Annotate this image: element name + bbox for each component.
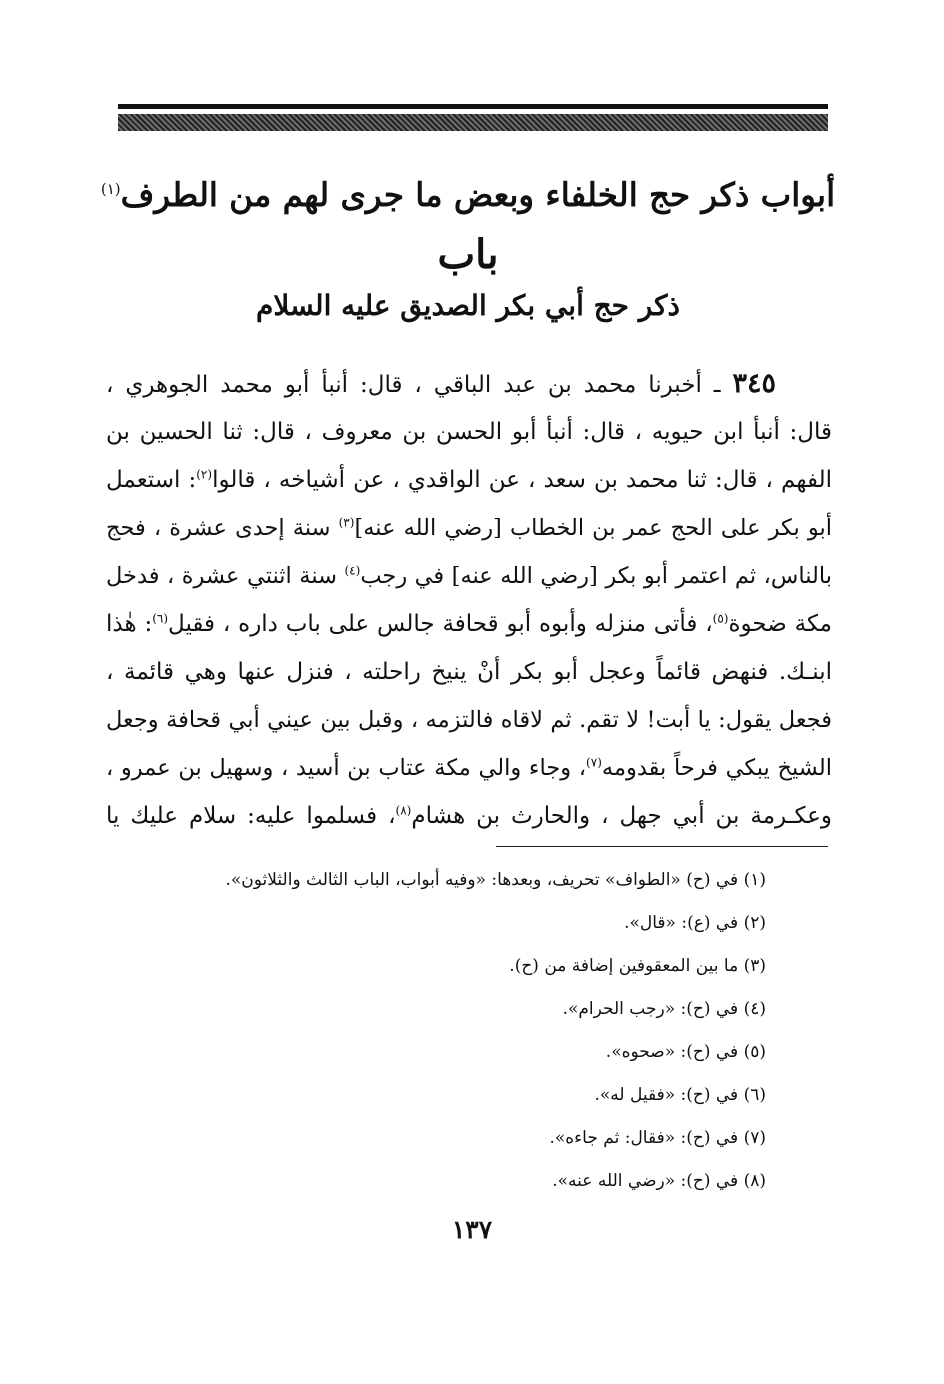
text-run: ، فأتى منزله وأبوه أبو قحافة جالس على باب داره ، فقيل (168, 611, 713, 637)
footnote-marker: (٨) (395, 803, 412, 818)
text-line (106, 408, 832, 456)
text-run: : استعمل (106, 467, 197, 493)
text-run: أبو بكر على الحج عمر بن الخطاب [رضي الله عنه] (354, 515, 832, 541)
footnote-marker: (١) (100, 180, 121, 198)
footnote-marker: (٥) (712, 611, 729, 626)
text-run: ابنـك. فنهض قائماً وعجل أبو بكر أنْ ينيخ راحلته ، فنزل عنها وهي قائمة ، (106, 659, 832, 685)
footnote-separator (496, 846, 828, 847)
text-line (106, 696, 832, 744)
text-run: الفهم ، قال: ثنا محمد بن سعد ، عن الواقدي ، عن أشياخه ، قالوا (212, 467, 832, 493)
text-line (106, 744, 832, 792)
header-rule-hatched (118, 114, 828, 131)
hadith-number: ٣٤٥ (732, 368, 776, 399)
footnote: (٨) في (ح): «رضي الله عنه». (552, 1171, 766, 1191)
text-run: ، فسلموا عليه: سلام عليك يا (106, 803, 396, 829)
footnote-marker: (٤) (344, 563, 361, 578)
text-run: بالناس، ثم اعتمر أبو بكر [رضي الله عنه] في رجب (360, 563, 832, 589)
header-rule-thin (118, 104, 828, 109)
footnote: (١) في (ح) «الطواف» تحريف، وبعدها: «وفيه أبواب، الباب الثالث والثلاثون». (225, 870, 766, 890)
text-run: الشيخ يبكي فرحاً بقدومه (601, 755, 832, 781)
text-run: سنة إحدى عشرة ، فحج (106, 515, 339, 541)
footnote-marker: (٦) (152, 611, 169, 626)
footnote-marker: (٢) (196, 467, 213, 482)
text-run: سنة اثنتي عشرة ، فدخل (106, 563, 345, 589)
text-run: قال: أنبأ ابن حيويه ، قال: أنبأ أبو الحسن بن معروف ، قال: ثنا الحسين بن (106, 419, 832, 445)
text-run: ـ أخبرنا محمد بن عبد الباقي ، قال: أنبأ أبو محمد الجوهري ، (106, 372, 721, 398)
text-line (106, 504, 832, 552)
footnote-marker: (٣) (338, 515, 355, 530)
footnotes-list (126, 862, 766, 1206)
text-line (106, 600, 832, 648)
footnote-marker: (٧) (586, 755, 602, 770)
section-title: ذكر حج أبي بكر الصديق عليه السلام (256, 289, 680, 322)
text-run: فجعل يقول: يا أبت! لا تقم. ثم لاقاه فالتزمه ، وقبل بين عيني أبي قحافة وجعل (106, 707, 832, 733)
footnote: (٧) في (ح): «فقال: ثم جاءه». (549, 1128, 766, 1148)
chapter-title-text: أبواب ذكر حج الخلفاء وبعض ما جرى لهم من الطرف (120, 174, 836, 214)
footnote: (٦) في (ح): «فقيل له». (594, 1085, 766, 1105)
bab-heading: باب (437, 231, 499, 278)
chapter-title (100, 162, 836, 222)
text-line (106, 792, 832, 840)
text-run: وعكـرمة بن أبي جهل ، والحارث بن هشام (411, 803, 832, 829)
footnote: (٣) ما بين المعقوفين إضافة من (ح). (509, 956, 766, 976)
text-line (106, 552, 832, 600)
footnote: (٥) في (ح): «صحوه». (605, 1042, 766, 1062)
text-run: : هٰذا (106, 611, 153, 637)
text-run: ، وجاء والي مكة عتاب بن أسيد ، وسهيل بن عمرو ، (106, 755, 587, 781)
text-line (106, 360, 832, 408)
footnote: (٤) في (ح): «رجب الحرام». (562, 999, 766, 1019)
text-line (106, 648, 832, 696)
page-number: ١٣٧ (451, 1215, 493, 1244)
text-run: مكة ضحوة (728, 611, 832, 637)
footnote: (٢) في (ع): «قال». (624, 913, 766, 933)
main-text (106, 360, 832, 840)
text-line (106, 456, 832, 504)
